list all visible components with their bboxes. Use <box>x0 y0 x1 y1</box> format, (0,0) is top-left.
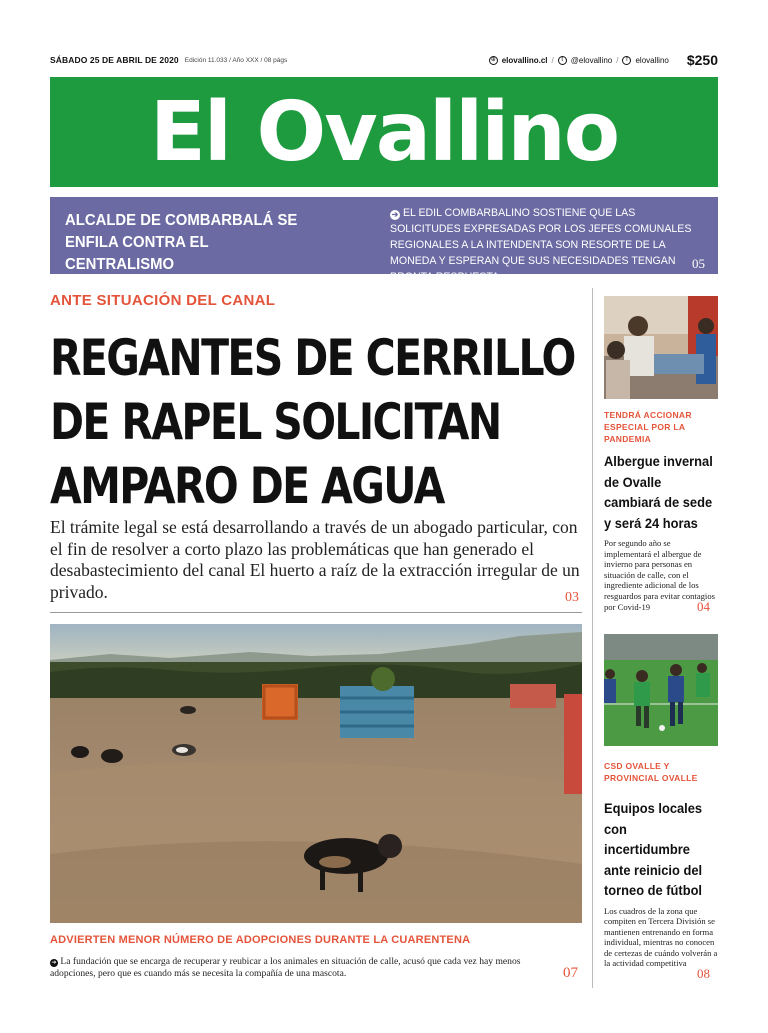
issue-date: SÁBADO 25 DE ABRIL DE 2020 <box>50 55 179 65</box>
sidebar-story-text: Por segundo año se implementará el albergue de invierno para personas en situación de calle, con el ingrediente adicional de los resguardos para evitar contagios por Covid-19 <box>604 538 715 612</box>
top-bar <box>50 52 718 68</box>
masthead <box>50 77 718 187</box>
sidebar-story-text: Los cuadros de la zona que compiten en Tercera División se mantienen entrenando en forma individual, mientras no conocen de certezas de cuándo volverán a la actividad competitiva <box>604 905 718 969</box>
website-link[interactable]: elovallino.cl <box>501 55 548 65</box>
page-number: 05 <box>692 256 705 271</box>
shelter-photo[interactable] <box>604 296 718 399</box>
separator: / <box>551 55 554 65</box>
top-story-banner[interactable] <box>50 197 718 283</box>
facebook-link[interactable]: elovallino <box>635 55 669 65</box>
arrow-circle-icon: ➔ <box>391 210 399 219</box>
sidebar-story-kicker: CSD OVALLE Y PROVINCIAL OVALLE <box>604 761 698 783</box>
globe-icon: ⊕ <box>490 56 496 63</box>
edition-info: Edición 11.033 / Año XXX / 08 págs <box>184 56 288 64</box>
sidebar-story-headline[interactable]: Equipos locales con incertidumbre ante reinicio del torneo de fútbol <box>604 800 703 898</box>
main-story-deck: El trámite legal se está desarrollando a través de un abogado particular, con el fin de resolver a corto plazo las problemáticas que han generado el desabastecimiento del canal El huerto a raíz de la extracción irregular de un privado. <box>50 517 580 602</box>
separator: / <box>616 55 619 65</box>
top-story-summary: ➔ EL EDIL COMBARBALINO SOSTIENE QUE LAS SOLICITUDES EXPRESADAS POR LOS JEFES COMUNALES REGIONALES A LA INTENDENTA SON RESORTE DE LA MONEDA Y ESPERAN QUE SUS NECESIDADES TENGAN PRONTA RESPUESTA. <box>390 207 692 283</box>
sidebar-divider <box>592 288 593 988</box>
football-photo[interactable] <box>604 634 718 746</box>
sidebar-story-1[interactable] <box>604 409 718 612</box>
page-number: 08 <box>697 966 710 981</box>
page-number: 04 <box>697 599 710 614</box>
main-story-kicker: ANTE SITUACIÓN DEL CANAL <box>50 292 276 309</box>
divider <box>50 612 582 613</box>
contact-links <box>489 52 718 68</box>
sidebar-story-headline[interactable]: Albergue invernal de Ovalle cambiará de sede y será 24 horas <box>604 453 713 531</box>
twitter-link[interactable]: @elovallino <box>570 55 613 65</box>
photo-story-kicker[interactable]: ADVIERTEN MENOR NÚMERO DE ADOPCIONES DURANTE LA CUARENTENA <box>50 934 471 946</box>
sidebar-story-kicker: TENDRÁ ACCIONAR ESPECIAL POR LA PANDEMIA <box>604 410 692 444</box>
page-number: 03 <box>565 590 579 605</box>
price: $250 <box>686 52 718 68</box>
page-number: 07 <box>563 965 578 981</box>
main-story-headline[interactable]: REGANTES DE CERRILLO DE RAPEL SOLICITAN AMPARO DE AGUA <box>50 329 575 515</box>
dogs-photo[interactable] <box>50 624 582 923</box>
arrow-circle-icon: ➔ <box>51 960 57 966</box>
facebook-icon: f <box>622 56 631 65</box>
newspaper-logo: El Ovallino <box>149 84 619 180</box>
sidebar-story-2[interactable] <box>604 760 718 969</box>
twitter-icon: t <box>558 56 567 65</box>
photo-story-text: ➔ La fundación que se encarga de recuperar y reubicar a los animales en situación de calle, acusó que cada vez hay menos adopciones, pero que es cuando más se necesita la compañía de una mascota. <box>50 956 521 979</box>
top-story-headline[interactable]: ALCALDE DE COMBARBALÁ SE ENFILA CONTRA EL CENTRALISMO <box>65 212 298 273</box>
